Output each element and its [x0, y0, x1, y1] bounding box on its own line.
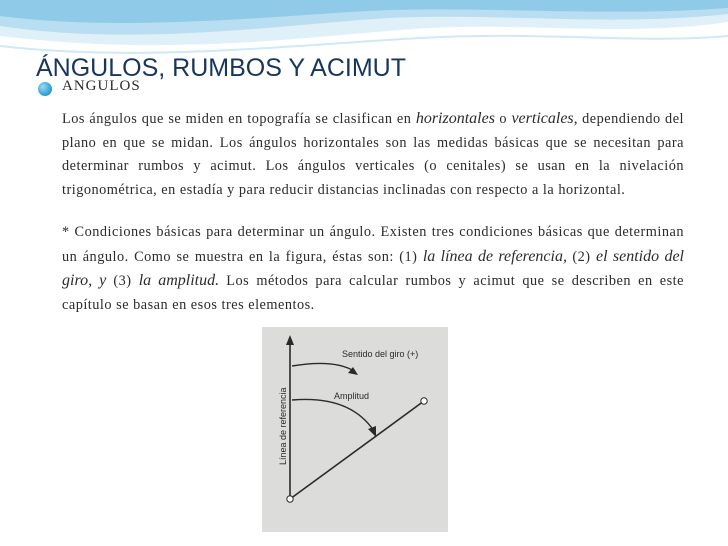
bullet-icon [38, 82, 52, 96]
bullet-label: ANGULOS [62, 78, 141, 94]
amplitude-arrowhead [368, 426, 376, 437]
origin-point [287, 496, 293, 502]
label-amplitude: Amplitud [334, 391, 370, 401]
emphasis-amplitude: la amplitud. [138, 272, 220, 289]
slide-title: ÁNGULOS, RUMBOS Y ACIMUT [36, 54, 406, 82]
direction-line [290, 401, 424, 499]
end-point [421, 398, 427, 404]
label-reference: Línea de referencia [278, 387, 288, 465]
emphasis-verticales: verticales, [511, 110, 578, 127]
angle-diagram [262, 327, 448, 532]
emphasis-rotation-sense: el sentido del giro, y [62, 247, 684, 289]
reference-arrowhead [286, 335, 294, 345]
emphasis-reference-line: la línea de referencia, [422, 247, 567, 265]
rotation-arc [292, 363, 354, 371]
amplitude-arc [292, 399, 374, 431]
label-rotation: Sentido del giro (+) [342, 349, 419, 359]
emphasis-horizontales: horizontales [415, 110, 495, 127]
paragraph-angles: Los ángulos que se miden en topografía se clasifican en horizontales o verticales, dependiendo del plano en que se midan. Los ángulos horizontales son las medidas básicas que se necesitan para determinar rumbos y acimut. Los ángulos verticales (o cenitales) se usan en la nivelación trigonométrica, en estadía y para reducir distancias inclinadas con respecto a la horizontal. [62, 110, 685, 198]
paragraph-conditions: * Condiciones básicas para determinar un ángulo. Existen tres condiciones básicas que determinan un ángulo. Como se muestra en la figura, éstas son: (1) la línea de referencia, (2) el sentido del giro, y (3) la amplitud. Los métodos para calcular rumbos y acimut que se describen en este capítulo se basan en esos tres elementos. [62, 224, 684, 313]
